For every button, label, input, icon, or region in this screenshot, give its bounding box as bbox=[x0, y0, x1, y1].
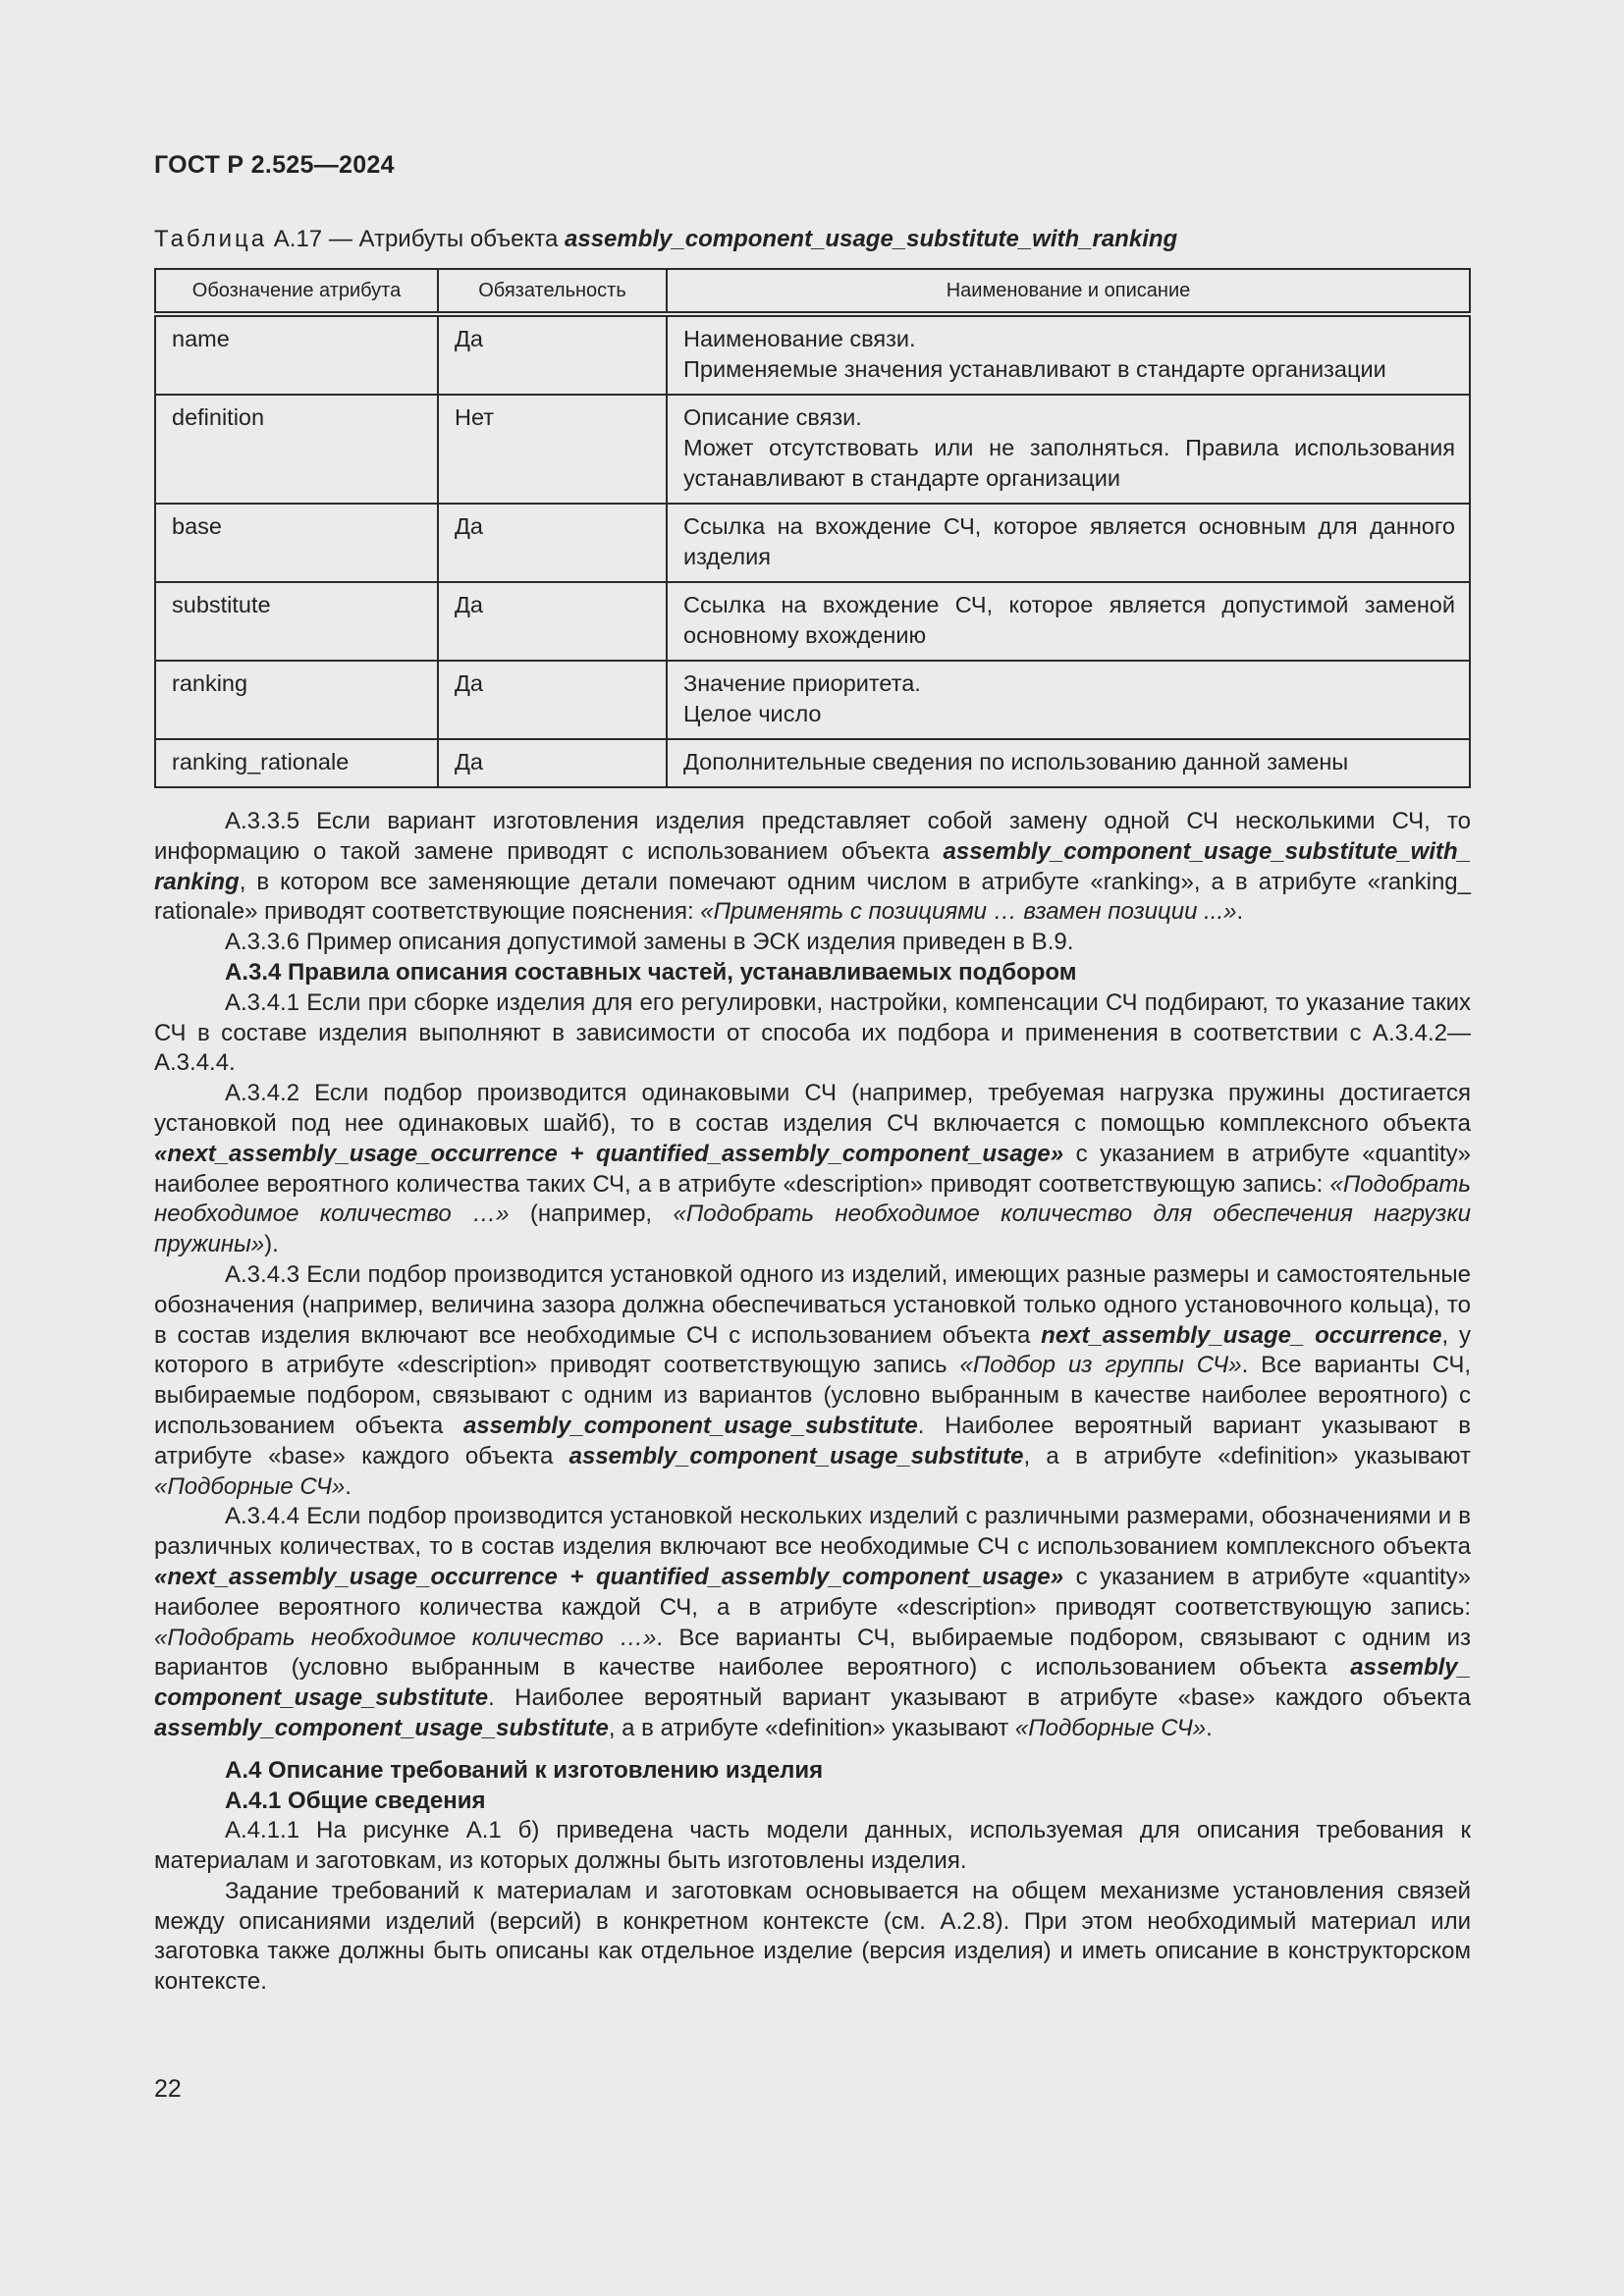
attributes-table bbox=[154, 268, 1471, 788]
description-line: Ссылка на вхождение СЧ, которое является основным для данного изделия bbox=[683, 513, 1455, 569]
section-heading bbox=[154, 958, 1471, 988]
text-run: , у которого в атрибуте «description» приводят соответствующую запись bbox=[154, 1321, 1471, 1379]
cell-description bbox=[667, 739, 1470, 787]
cell-description bbox=[667, 395, 1470, 504]
table-body bbox=[155, 314, 1470, 787]
table-row bbox=[155, 661, 1470, 739]
text-run: А.3.4.2 Если подбор производится одинаковыми СЧ (например, требуемая нагрузка пружины достигается установкой под нее одинаковых шайб), то в состав изделия СЧ включается с помощью комплексного объекта bbox=[154, 1080, 1471, 1137]
table-header-row bbox=[155, 269, 1470, 314]
description-line: Ссылка на вхождение СЧ, которое является допустимой заменой основному вхождению bbox=[683, 592, 1455, 648]
table-row bbox=[155, 395, 1470, 504]
quoted-text: «Подобрать необходимое количество …» bbox=[154, 1624, 657, 1651]
object-name: assembly_component_usage_substitute bbox=[462, 1412, 918, 1439]
description-line: Может отсутствовать или не заполняться. Правила использования устанавливают в стандарте организации bbox=[683, 435, 1455, 491]
column-header-required: Обязательность bbox=[438, 269, 667, 314]
text-run: с указанием в атрибуте «quantity» наиболее вероятного количества каждой СЧ, а в атрибуте «description» приводят соответствующую запись: bbox=[154, 1563, 1472, 1621]
description-line: Наименование связи. bbox=[683, 326, 916, 351]
cell-attribute: base bbox=[155, 504, 438, 582]
paragraph bbox=[154, 1877, 1471, 1998]
column-header-description: Наименование и описание bbox=[667, 269, 1470, 314]
text-run: А.3.4 Правила описания составных частей, устанавливаемых подбором bbox=[225, 958, 1077, 986]
text-run: с указанием в атрибуте «quantity» наиболее вероятного количества таких СЧ, а в атрибуте «description» приводят соответствующую запись: bbox=[154, 1140, 1472, 1198]
object-name: next_assembly_usage_ occurrence bbox=[1041, 1321, 1442, 1349]
table-caption-label: Таблица bbox=[154, 226, 268, 252]
text-run: , а в атрибуте «definition» указывают bbox=[608, 1714, 1015, 1741]
body-text bbox=[154, 807, 1471, 1998]
cell-description bbox=[667, 582, 1470, 661]
cell-description bbox=[667, 504, 1470, 582]
column-header-attribute: Обозначение атрибута bbox=[155, 269, 438, 314]
text-run: Задание требований к материалам и заготовкам основывается на общем механизме установления связей между описаниями изделий (версий) в конкретном контексте (см. А.2.8). При этом необходимый материал или заготовка также должны быть описаны как отдельное изделие (версия изделия) и иметь описание в конструкторском контексте. bbox=[154, 1877, 1471, 1996]
section-heading bbox=[154, 1756, 1471, 1787]
table-row bbox=[155, 739, 1470, 787]
text-run: . Наиболее вероятный вариант указывают в атрибуте «base» каждого объекта bbox=[488, 1684, 1471, 1712]
table-caption-object: assembly_component_usage_substitute_with_ranking bbox=[565, 226, 1178, 252]
text-run: . Наиболее вероятный вариант указывают в атрибуте «base» каждого объекта bbox=[154, 1412, 1472, 1469]
cell-attribute: substitute bbox=[155, 582, 438, 661]
paragraph bbox=[154, 1260, 1471, 1502]
cell-attribute: ranking bbox=[155, 661, 438, 739]
text-run: А.4.1 Общие сведения bbox=[225, 1787, 486, 1814]
object-name: «next_assembly_usage_occurrence + quantified_assembly_component_usage» bbox=[154, 1140, 1064, 1167]
text-run: А.3.4.1 Если при сборке изделия для его регулировки, настройки, компенсации СЧ подбирают, то указание таких СЧ в составе изделия выполняют в зависимости от способа их подбора и применения в соответствии с А.3.4.2—А.3.4.4. bbox=[154, 988, 1471, 1077]
cell-required: Да bbox=[438, 661, 667, 739]
text-run: . bbox=[345, 1472, 352, 1500]
page-number: 22 bbox=[154, 2075, 182, 2103]
table-caption bbox=[154, 226, 1177, 253]
text-run: А.3.3.6 Пример описания допустимой замены в ЭСК изделия приведен в В.9. bbox=[225, 929, 1074, 956]
text-run: А.4 Описание требований к изготовлению изделия bbox=[225, 1756, 824, 1784]
cell-attribute: name bbox=[155, 314, 438, 395]
cell-attribute: ranking_rationale bbox=[155, 739, 438, 787]
description-line: Дополнительные сведения по использованию данной замены bbox=[683, 749, 1349, 774]
text-run: . Все варианты СЧ, выбираемые подбором, связывают с одним из вариантов (условно выбранным в качестве наиболее вероятного) с использованием объекта bbox=[154, 1624, 1471, 1682]
object-name: assembly_ component_usage_substitute bbox=[154, 1654, 1471, 1712]
object-name: assembly_component_usage_substitute bbox=[154, 1714, 609, 1741]
text-run: . Все варианты СЧ, выбираемые подбором, связывают с одним из вариантов (условно выбранным в качестве наиболее вероятного) с использованием объекта bbox=[154, 1352, 1471, 1439]
cell-required: Нет bbox=[438, 395, 667, 504]
paragraph bbox=[154, 1816, 1471, 1877]
description-line: Целое число bbox=[683, 701, 822, 726]
quoted-text: «Применять с позициями … взамен позиции ...» bbox=[700, 898, 1237, 926]
text-run: А.3.3.5 Если вариант изготовления изделия представляет собой замену одной СЧ несколькими СЧ, то информацию о такой замене приводят с использованием объекта bbox=[154, 808, 1471, 865]
cell-description bbox=[667, 661, 1470, 739]
cell-required: Да bbox=[438, 314, 667, 395]
text-run: А.3.4.3 Если подбор производится установкой одного из изделий, имеющих разные размеры и самостоятельные обозначения (например, величина зазора должна обеспечиваться установкой только одного установочного кольца), то в состав изделия включают все необходимые СЧ с использованием объекта bbox=[154, 1260, 1471, 1349]
cell-attribute: definition bbox=[155, 395, 438, 504]
quoted-text: «Подбор из группы СЧ» bbox=[959, 1352, 1242, 1379]
description-line: Описание связи. bbox=[683, 404, 862, 430]
paragraph bbox=[154, 1502, 1471, 1743]
text-run: . bbox=[1206, 1714, 1213, 1741]
quoted-text: «Подборные СЧ» bbox=[154, 1472, 346, 1500]
cell-description bbox=[667, 314, 1470, 395]
cell-required: Да bbox=[438, 739, 667, 787]
table-row bbox=[155, 314, 1470, 395]
text-run: , а в атрибуте «definition» указывают bbox=[1023, 1442, 1471, 1469]
text-run: , в котором все заменяющие детали помечают одним числом в атрибуте «ranking», а в атрибуте «ranking_ rationale» приводят соответствующие пояснения: bbox=[154, 868, 1471, 926]
cell-required: Да bbox=[438, 582, 667, 661]
description-line: Применяемые значения устанавливают в стандарте организации bbox=[683, 356, 1386, 382]
paragraph bbox=[154, 988, 1471, 1079]
object-name: «next_assembly_usage_occurrence + quantified_assembly_component_usage» bbox=[154, 1563, 1064, 1590]
table-caption-number: А.17 — Атрибуты объекта bbox=[267, 226, 565, 252]
object-name: assembly_component_usage_substitute bbox=[568, 1442, 1024, 1469]
paragraph bbox=[154, 807, 1471, 928]
table-row bbox=[155, 582, 1470, 661]
text-run: ). bbox=[264, 1231, 279, 1258]
document-header: ГОСТ Р 2.525—2024 bbox=[154, 151, 395, 179]
paragraph bbox=[154, 928, 1471, 958]
quoted-text: «Подборные СЧ» bbox=[1014, 1714, 1207, 1741]
text-run: (например, bbox=[509, 1201, 674, 1228]
cell-required: Да bbox=[438, 504, 667, 582]
table-row bbox=[155, 504, 1470, 582]
quoted-text: «Подобрать необходимое количество …» bbox=[154, 1170, 1471, 1228]
object-name: assembly_component_usage_substitute_with_ ranking bbox=[154, 837, 1471, 895]
quoted-text: «Подобрать необходимое количество для обеспечения нагрузки пружины» bbox=[154, 1201, 1472, 1258]
text-run: . bbox=[1236, 898, 1244, 926]
description-line: Значение приоритета. bbox=[683, 670, 921, 696]
text-run: А.4.1.1 На рисунке А.1 б) приведена часть модели данных, используемая для описания требования к материалам и заготовкам, из которых должны быть изготовлены изделия. bbox=[154, 1817, 1471, 1875]
section-heading bbox=[154, 1787, 1471, 1817]
paragraph bbox=[154, 1079, 1471, 1260]
text-run: А.3.4.4 Если подбор производится установкой нескольких изделий с различными размерами, обозначениями и в различных количествах, то в состав изделия включают все необходимые СЧ с использованием комплексного объекта bbox=[154, 1503, 1471, 1561]
